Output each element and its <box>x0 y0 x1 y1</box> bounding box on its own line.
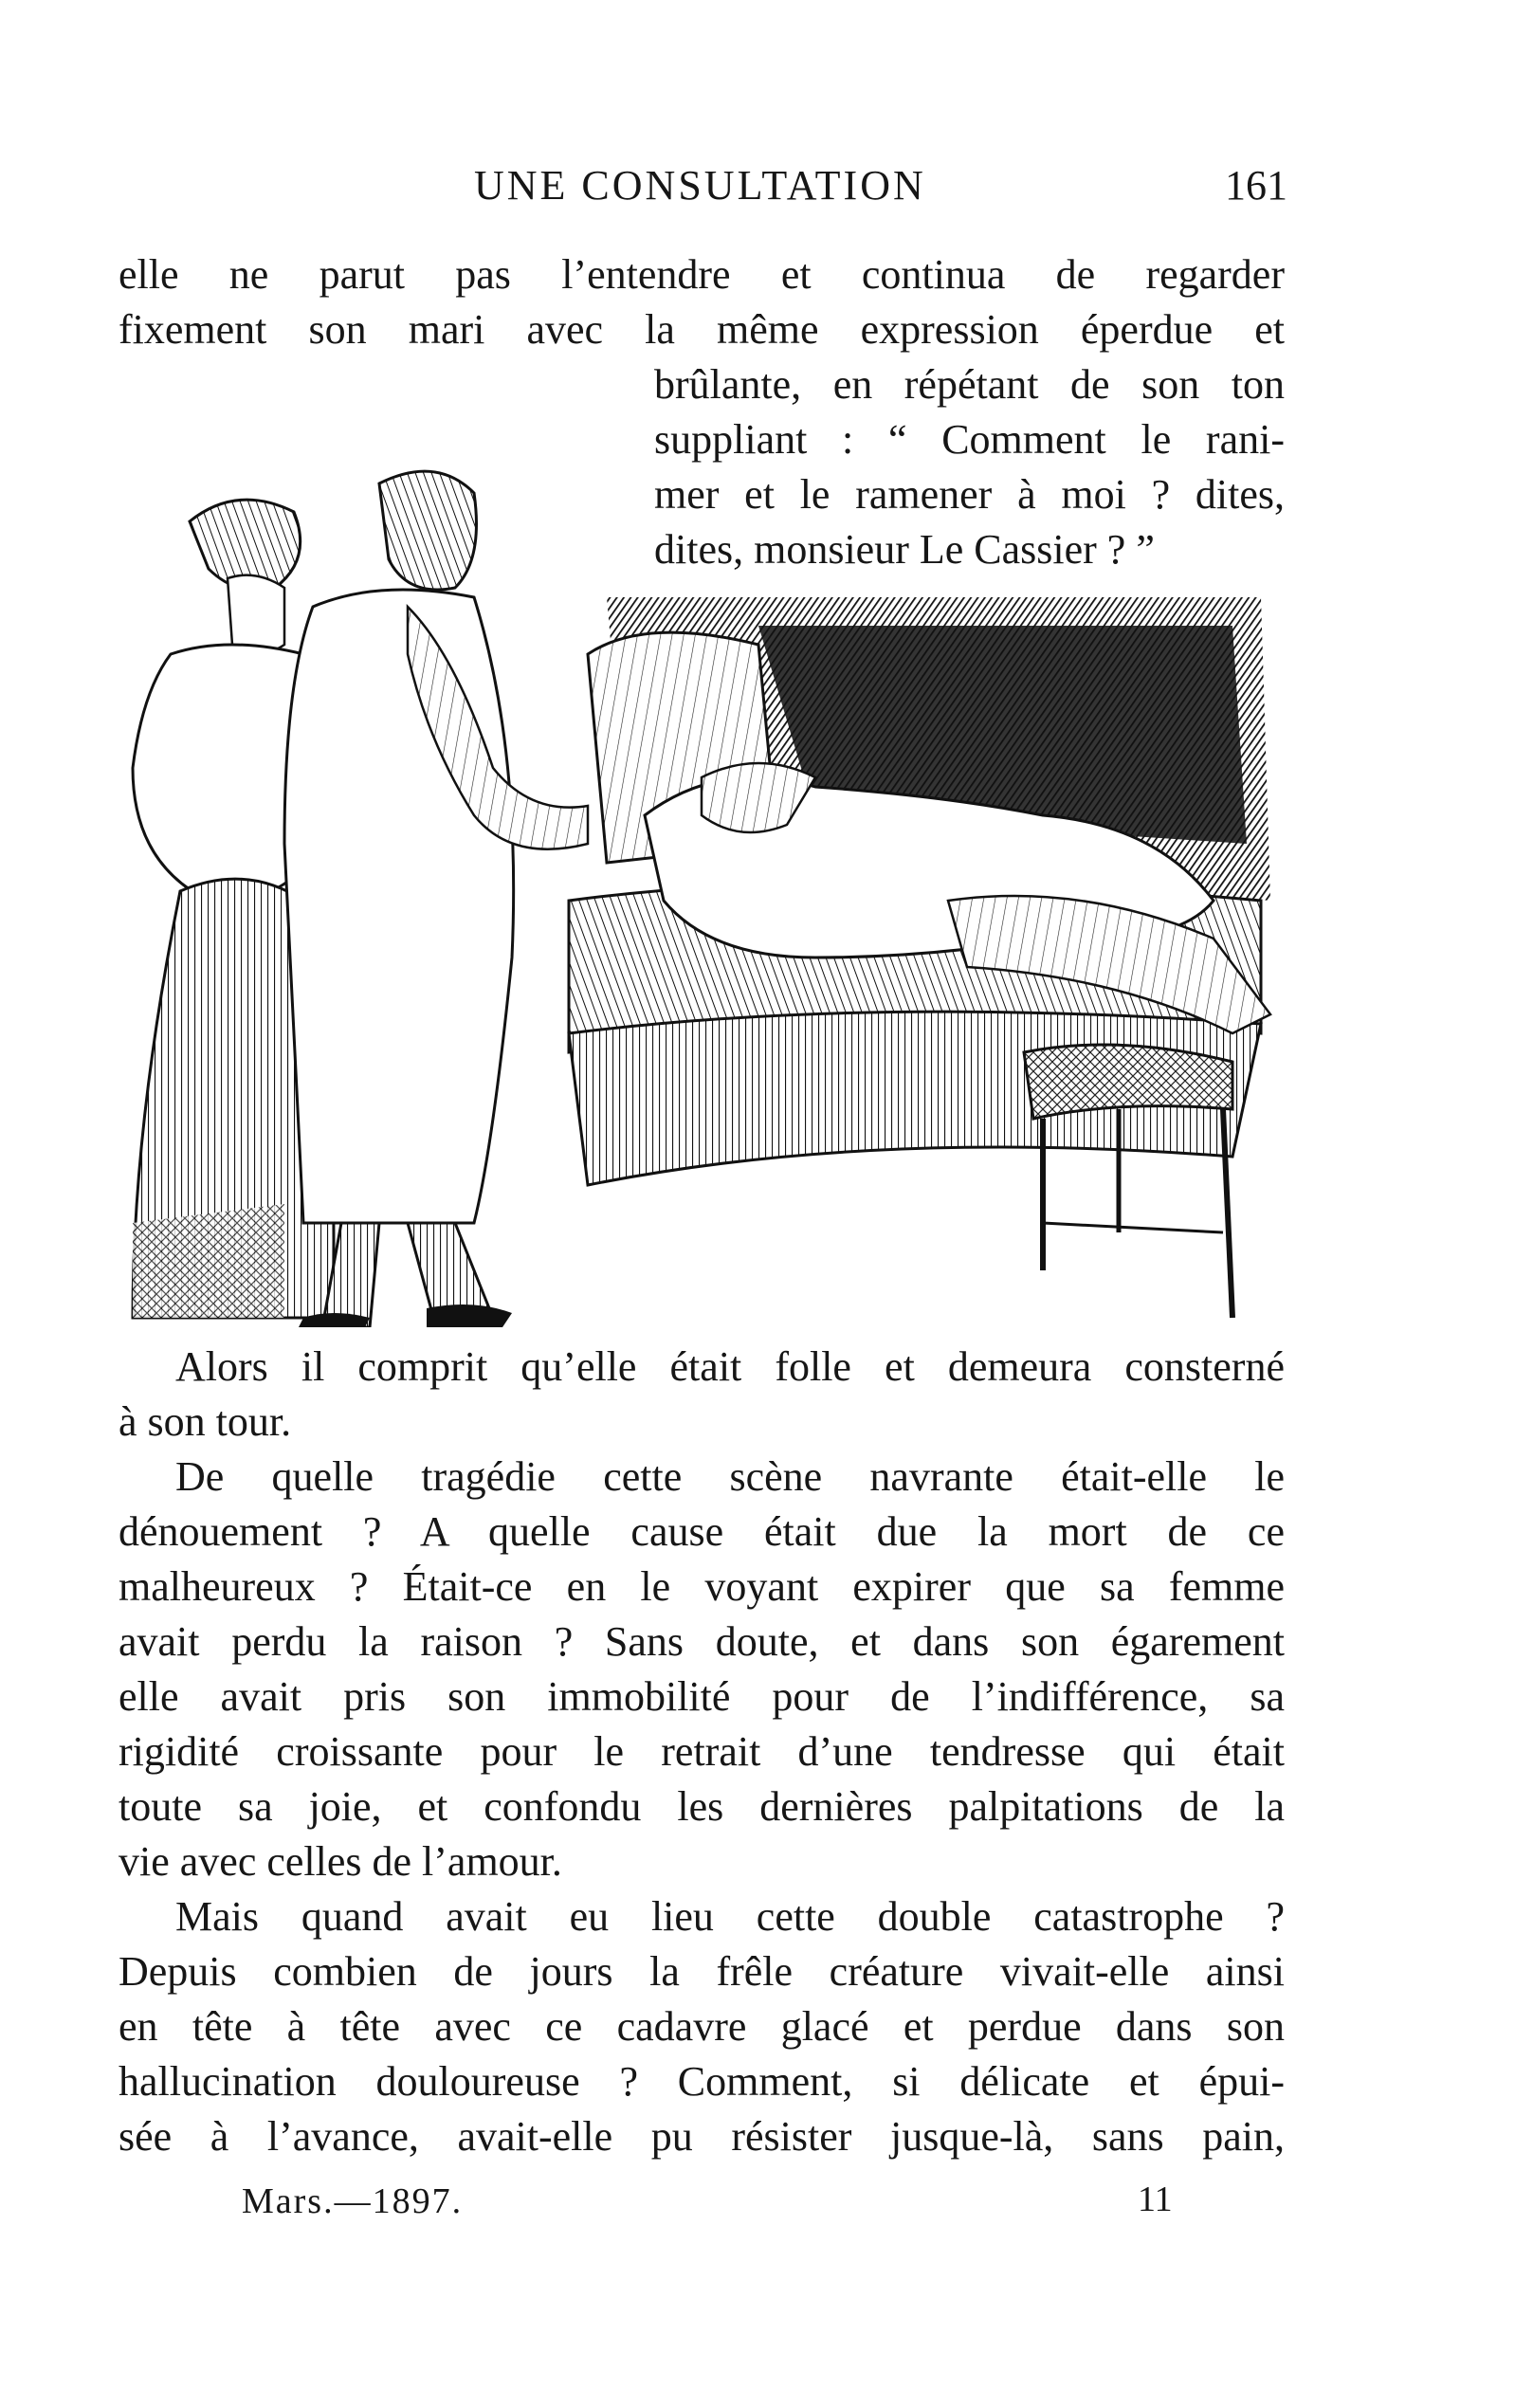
text-line: vie avec celles de l’amour. <box>119 1838 562 1885</box>
doctor-shoe <box>427 1304 512 1327</box>
text-line: malheureux ? Était-ce en le voyant expirer que sa femme <box>119 1563 1285 1610</box>
footer-signature: Mars.—1897. <box>242 2181 464 2221</box>
text-line: fixement son mari avec la même expression éperdue et <box>119 306 1285 353</box>
doctor-head <box>379 471 477 590</box>
text-line: rigidité croissante pour le retrait d’une tendresse qui était <box>119 1728 1285 1775</box>
woman-face <box>228 575 284 654</box>
text-line: en tête à tête avec ce cadavre glacé et perdue dans son <box>119 2003 1285 2050</box>
text-line: avait perdu la raison ? Sans doute, et dans son égarement <box>119 1618 1285 1665</box>
text-line: toute sa joie, et confondu les dernières palpitations de la <box>119 1783 1285 1830</box>
text-line: elle avait pris son immobilité pour de l’indifférence, sa <box>119 1673 1285 1720</box>
page-number: 161 <box>1225 162 1287 209</box>
text-line: mer et le ramener à moi ? dites, <box>654 471 1285 518</box>
text-line: suppliant : “ Comment le rani- <box>654 416 1285 463</box>
text-line: dénouement ? A quelle cause était due la mort de ce <box>119 1508 1285 1555</box>
engraving-illustration <box>95 370 1327 1327</box>
text-line: De quelle tragédie cette scène navrante était-elle le <box>175 1453 1285 1500</box>
text-line: dites, monsieur Le Cassier ? ” <box>654 526 1155 573</box>
text-line: brûlante, en répétant de son ton <box>654 361 1285 408</box>
text-line: Mais quand avait eu lieu cette double catastrophe ? <box>175 1893 1285 1940</box>
text-line: hallucination douloureuse ? Comment, si délicate et épui- <box>119 2058 1285 2105</box>
text-line: Depuis combien de jours la frêle créature vivait-elle ainsi <box>119 1948 1285 1995</box>
footer-sheet-number: 11 <box>1138 2180 1173 2219</box>
footstool-top <box>1024 1045 1232 1119</box>
running-title: UNE CONSULTATION <box>474 162 926 209</box>
text-line: à son tour. <box>119 1398 292 1445</box>
text-line: sée à l’avance, avait-elle pu résister jusque-là, sans pain, <box>119 2113 1285 2160</box>
doctor-coat <box>284 590 514 1223</box>
text-line: Alors il comprit qu’elle était folle et demeura consterné <box>175 1343 1285 1390</box>
text-line: elle ne parut pas l’entendre et continua de regarder <box>119 251 1285 298</box>
